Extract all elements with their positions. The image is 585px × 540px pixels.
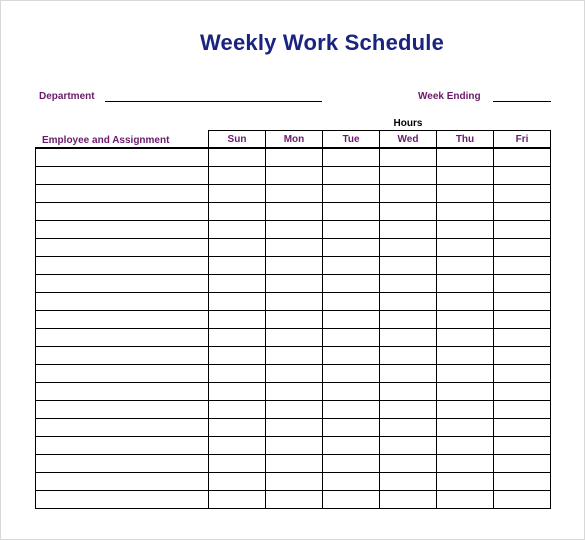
hours-cell-tue[interactable] bbox=[323, 221, 380, 239]
employee-assignment-header: Employee and Assignment bbox=[42, 135, 170, 146]
day-header-wed: Wed bbox=[380, 131, 437, 149]
hours-cell-thu[interactable] bbox=[437, 148, 494, 167]
employee-assignment-cell[interactable] bbox=[36, 365, 209, 383]
hours-cell-sun[interactable] bbox=[209, 293, 266, 311]
hours-cell-fri[interactable] bbox=[494, 148, 551, 167]
hours-cell-sun[interactable] bbox=[209, 185, 266, 203]
hours-cell-wed[interactable] bbox=[380, 329, 437, 347]
hours-cell-mon[interactable] bbox=[266, 275, 323, 293]
department-label: Department bbox=[39, 91, 95, 102]
hours-cell-fri[interactable] bbox=[494, 311, 551, 329]
table-row bbox=[36, 419, 551, 437]
hours-cell-mon[interactable] bbox=[266, 329, 323, 347]
hours-cell-sun[interactable] bbox=[209, 419, 266, 437]
table-row bbox=[36, 221, 551, 239]
hours-cell-mon[interactable] bbox=[266, 239, 323, 257]
hours-cell-thu[interactable] bbox=[437, 437, 494, 455]
hours-cell-fri[interactable] bbox=[494, 221, 551, 239]
employee-assignment-cell[interactable] bbox=[36, 239, 209, 257]
hours-cell-thu[interactable] bbox=[437, 455, 494, 473]
hours-cell-fri[interactable] bbox=[494, 383, 551, 401]
hours-cell-sun[interactable] bbox=[209, 148, 266, 167]
hours-cell-fri[interactable] bbox=[494, 347, 551, 365]
table-row bbox=[36, 239, 551, 257]
hours-cell-fri[interactable] bbox=[494, 257, 551, 275]
hours-cell-mon[interactable] bbox=[266, 365, 323, 383]
employee-assignment-cell[interactable] bbox=[36, 167, 209, 185]
hours-cell-thu[interactable] bbox=[437, 365, 494, 383]
hours-cell-fri[interactable] bbox=[494, 167, 551, 185]
table-row bbox=[36, 383, 551, 401]
hours-cell-mon[interactable] bbox=[266, 203, 323, 221]
hours-cell-thu[interactable] bbox=[437, 401, 494, 419]
hours-cell-mon[interactable] bbox=[266, 311, 323, 329]
hours-cell-mon[interactable] bbox=[266, 419, 323, 437]
table-row bbox=[36, 203, 551, 221]
hours-cell-fri[interactable] bbox=[494, 491, 551, 509]
hours-cell-wed[interactable] bbox=[380, 239, 437, 257]
table-row bbox=[36, 293, 551, 311]
hours-cell-fri[interactable] bbox=[494, 239, 551, 257]
hours-cell-sun[interactable] bbox=[209, 329, 266, 347]
hours-cell-tue[interactable] bbox=[323, 185, 380, 203]
employee-column-header bbox=[36, 131, 209, 149]
hours-cell-fri[interactable] bbox=[494, 203, 551, 221]
hours-cell-thu[interactable] bbox=[437, 275, 494, 293]
hours-cell-fri[interactable] bbox=[494, 401, 551, 419]
table-row bbox=[36, 473, 551, 491]
table-row bbox=[36, 329, 551, 347]
employee-assignment-cell[interactable] bbox=[36, 185, 209, 203]
hours-cell-sun[interactable] bbox=[209, 275, 266, 293]
hours-cell-sun[interactable] bbox=[209, 239, 266, 257]
hours-cell-thu[interactable] bbox=[437, 473, 494, 491]
hours-cell-tue[interactable] bbox=[323, 293, 380, 311]
hours-cell-sun[interactable] bbox=[209, 491, 266, 509]
table-row bbox=[36, 311, 551, 329]
hours-cell-sun[interactable] bbox=[209, 365, 266, 383]
hours-cell-tue[interactable] bbox=[323, 311, 380, 329]
table-row bbox=[36, 365, 551, 383]
week-ending-label: Week Ending bbox=[418, 91, 481, 102]
hours-cell-mon[interactable] bbox=[266, 401, 323, 419]
hours-cell-mon[interactable] bbox=[266, 148, 323, 167]
hours-cell-wed[interactable] bbox=[380, 473, 437, 491]
hours-cell-sun[interactable] bbox=[209, 311, 266, 329]
hours-cell-wed[interactable] bbox=[380, 185, 437, 203]
hours-cell-mon[interactable] bbox=[266, 455, 323, 473]
table-row bbox=[36, 455, 551, 473]
hours-cell-mon[interactable] bbox=[266, 491, 323, 509]
employee-assignment-cell[interactable] bbox=[36, 455, 209, 473]
hours-cell-sun[interactable] bbox=[209, 455, 266, 473]
hours-cell-wed[interactable] bbox=[380, 437, 437, 455]
hours-cell-wed[interactable] bbox=[380, 365, 437, 383]
hours-label: Hours bbox=[393, 118, 423, 129]
employee-assignment-cell[interactable] bbox=[36, 491, 209, 509]
hours-cell-mon[interactable] bbox=[266, 473, 323, 491]
hours-cell-thu[interactable] bbox=[437, 293, 494, 311]
hours-cell-mon[interactable] bbox=[266, 437, 323, 455]
table-row bbox=[36, 437, 551, 455]
hours-cell-wed[interactable] bbox=[380, 311, 437, 329]
hours-cell-mon[interactable] bbox=[266, 185, 323, 203]
hours-cell-tue[interactable] bbox=[323, 473, 380, 491]
hours-cell-thu[interactable] bbox=[437, 329, 494, 347]
table-row bbox=[36, 347, 551, 365]
employee-assignment-cell[interactable] bbox=[36, 293, 209, 311]
employee-assignment-cell[interactable] bbox=[36, 347, 209, 365]
schedule-table bbox=[35, 130, 551, 509]
hours-cell-fri[interactable] bbox=[494, 275, 551, 293]
hours-cell-wed[interactable] bbox=[380, 203, 437, 221]
employee-assignment-cell[interactable] bbox=[36, 437, 209, 455]
table-row bbox=[36, 491, 551, 509]
table-row bbox=[36, 275, 551, 293]
hours-cell-mon[interactable] bbox=[266, 293, 323, 311]
employee-assignment-cell[interactable] bbox=[36, 203, 209, 221]
hours-cell-wed[interactable] bbox=[380, 257, 437, 275]
hours-cell-fri[interactable] bbox=[494, 437, 551, 455]
hours-cell-sun[interactable] bbox=[209, 221, 266, 239]
page-title: Weekly Work Schedule bbox=[199, 30, 445, 55]
hours-cell-thu[interactable] bbox=[437, 491, 494, 509]
hours-cell-fri[interactable] bbox=[494, 185, 551, 203]
hours-cell-tue[interactable] bbox=[323, 455, 380, 473]
hours-cell-thu[interactable] bbox=[437, 221, 494, 239]
employee-assignment-cell[interactable] bbox=[36, 257, 209, 275]
hours-cell-sun[interactable] bbox=[209, 347, 266, 365]
department-field[interactable] bbox=[105, 101, 322, 102]
hours-cell-tue[interactable] bbox=[323, 365, 380, 383]
table-row bbox=[36, 167, 551, 185]
hours-cell-sun[interactable] bbox=[209, 401, 266, 419]
hours-cell-mon[interactable] bbox=[266, 257, 323, 275]
hours-cell-fri[interactable] bbox=[494, 455, 551, 473]
hours-cell-wed[interactable] bbox=[380, 401, 437, 419]
table-row bbox=[36, 148, 551, 167]
hours-cell-tue[interactable] bbox=[323, 437, 380, 455]
employee-assignment-cell[interactable] bbox=[36, 311, 209, 329]
hours-cell-wed[interactable] bbox=[380, 167, 437, 185]
hours-cell-tue[interactable] bbox=[323, 419, 380, 437]
employee-assignment-cell[interactable] bbox=[36, 148, 209, 167]
table-row bbox=[36, 401, 551, 419]
hours-cell-sun[interactable] bbox=[209, 473, 266, 491]
hours-cell-wed[interactable] bbox=[380, 455, 437, 473]
hours-cell-wed[interactable] bbox=[380, 347, 437, 365]
day-header-mon: Mon bbox=[266, 131, 323, 149]
hours-cell-mon[interactable] bbox=[266, 347, 323, 365]
day-header-thu: Thu bbox=[437, 131, 494, 149]
hours-cell-tue[interactable] bbox=[323, 275, 380, 293]
hours-cell-fri[interactable] bbox=[494, 329, 551, 347]
hours-cell-wed[interactable] bbox=[380, 221, 437, 239]
hours-cell-thu[interactable] bbox=[437, 419, 494, 437]
table-header-row bbox=[36, 131, 551, 149]
employee-assignment-cell[interactable] bbox=[36, 329, 209, 347]
hours-cell-mon[interactable] bbox=[266, 221, 323, 239]
hours-cell-thu[interactable] bbox=[437, 167, 494, 185]
hours-cell-sun[interactable] bbox=[209, 383, 266, 401]
hours-cell-thu[interactable] bbox=[437, 239, 494, 257]
schedule-body bbox=[36, 148, 551, 509]
hours-cell-fri[interactable] bbox=[494, 473, 551, 491]
hours-cell-wed[interactable] bbox=[380, 491, 437, 509]
hours-cell-fri[interactable] bbox=[494, 293, 551, 311]
hours-cell-tue[interactable] bbox=[323, 167, 380, 185]
employee-assignment-cell[interactable] bbox=[36, 473, 209, 491]
hours-cell-sun[interactable] bbox=[209, 167, 266, 185]
hours-cell-tue[interactable] bbox=[323, 383, 380, 401]
hours-cell-thu[interactable] bbox=[437, 203, 494, 221]
hours-cell-sun[interactable] bbox=[209, 257, 266, 275]
employee-assignment-cell[interactable] bbox=[36, 419, 209, 437]
hours-cell-mon[interactable] bbox=[266, 383, 323, 401]
employee-assignment-cell[interactable] bbox=[36, 275, 209, 293]
hours-cell-fri[interactable] bbox=[494, 419, 551, 437]
employee-assignment-cell[interactable] bbox=[36, 221, 209, 239]
hours-cell-tue[interactable] bbox=[323, 148, 380, 167]
hours-cell-fri[interactable] bbox=[494, 365, 551, 383]
hours-cell-wed[interactable] bbox=[380, 275, 437, 293]
hours-cell-thu[interactable] bbox=[437, 257, 494, 275]
hours-cell-sun[interactable] bbox=[209, 203, 266, 221]
table-row bbox=[36, 257, 551, 275]
hours-cell-wed[interactable] bbox=[380, 148, 437, 167]
hours-cell-wed[interactable] bbox=[380, 419, 437, 437]
hours-cell-thu[interactable] bbox=[437, 347, 494, 365]
hours-cell-tue[interactable] bbox=[323, 491, 380, 509]
hours-cell-tue[interactable] bbox=[323, 203, 380, 221]
hours-cell-tue[interactable] bbox=[323, 257, 380, 275]
employee-assignment-cell[interactable] bbox=[36, 401, 209, 419]
table-row bbox=[36, 185, 551, 203]
week-ending-field[interactable] bbox=[493, 101, 551, 102]
hours-cell-tue[interactable] bbox=[323, 401, 380, 419]
hours-cell-sun[interactable] bbox=[209, 437, 266, 455]
hours-cell-tue[interactable] bbox=[323, 347, 380, 365]
hours-cell-mon[interactable] bbox=[266, 167, 323, 185]
day-header-sun: Sun bbox=[209, 131, 266, 149]
day-header-fri: Fri bbox=[494, 131, 551, 149]
hours-cell-wed[interactable] bbox=[380, 383, 437, 401]
day-header-tue: Tue bbox=[323, 131, 380, 149]
hours-cell-tue[interactable] bbox=[323, 239, 380, 257]
hours-cell-tue[interactable] bbox=[323, 329, 380, 347]
hours-cell-thu[interactable] bbox=[437, 383, 494, 401]
hours-cell-wed[interactable] bbox=[380, 293, 437, 311]
hours-cell-thu[interactable] bbox=[437, 311, 494, 329]
hours-cell-thu[interactable] bbox=[437, 185, 494, 203]
employee-assignment-cell[interactable] bbox=[36, 383, 209, 401]
